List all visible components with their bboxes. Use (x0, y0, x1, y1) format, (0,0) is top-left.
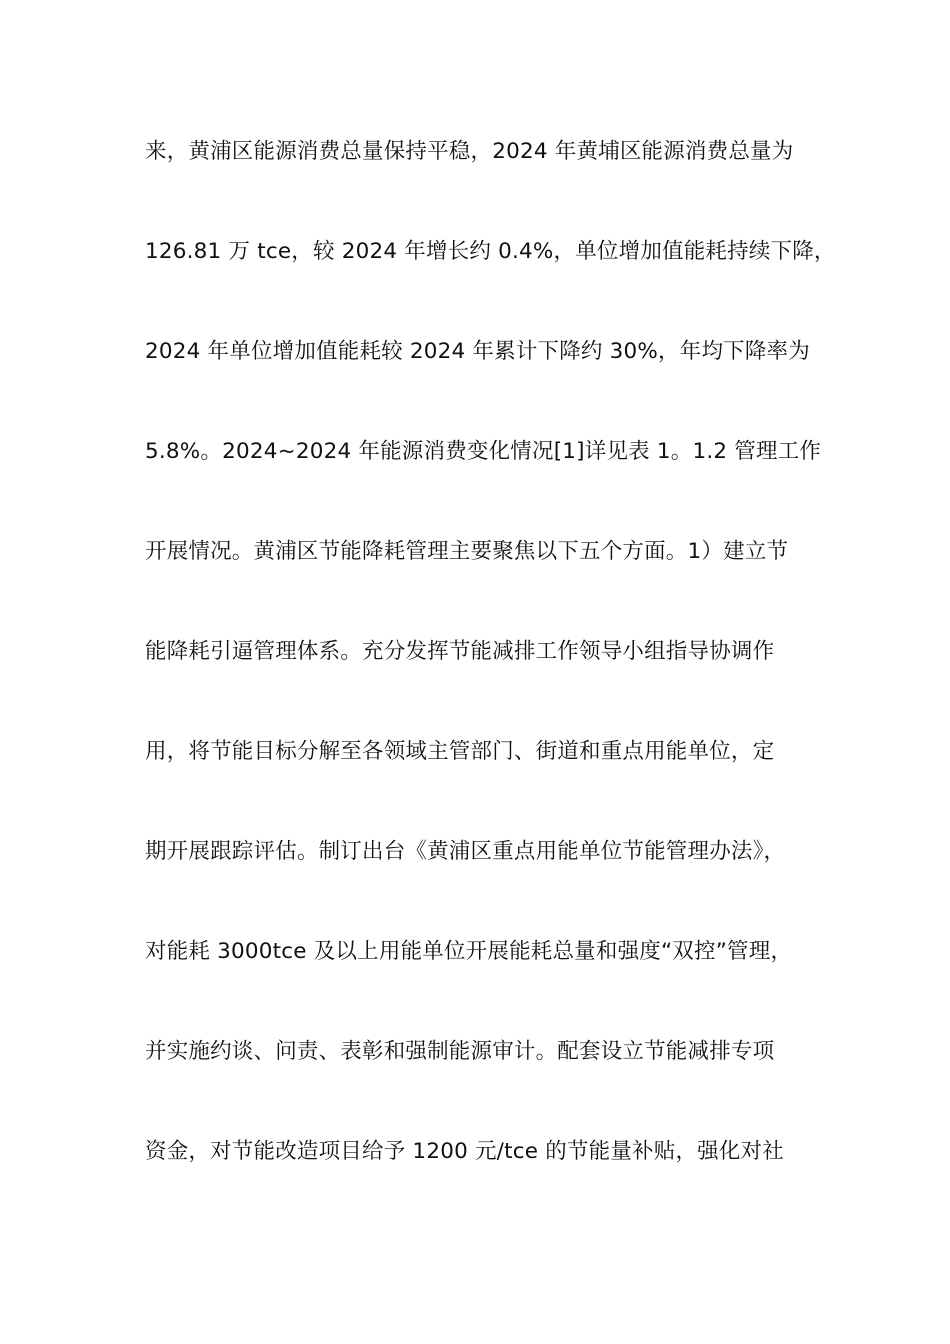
text-line-8: 期开展跟踪评估。制订出台《黄浦区重点用能单位节能管理办法》， (145, 839, 786, 864)
text-line-3: 2024 年单位增加值能耗较 2024 年累计下降约 30%，年均下降率为 (145, 339, 810, 364)
text-line-11: 资金，对节能改造项目给予 1200 元/tce 的节能量补贴，强化对社 (145, 1139, 784, 1164)
text-line-10: 并实施约谈、问责、表彰和强制能源审计。配套设立节能减排专项 (145, 1039, 775, 1064)
text-line-2: 126.81 万 tce，较 2024 年增长约 0.4%，单位增加值能耗持续下降， (145, 239, 836, 264)
body-text (145, 131, 836, 1231)
text-line-5: 开展情况。黄浦区节能降耗管理主要聚焦以下五个方面。1）建立节 (145, 539, 789, 564)
text-line-1: 来，黄浦区能源消费总量保持平稳，2024 年黄埔区能源消费总量为 (145, 139, 794, 164)
text-line-6: 能降耗引逼管理体系。充分发挥节能减排工作领导小组指导协调作 (145, 639, 775, 664)
text-line-9: 对能耗 3000tce 及以上用能单位开展能耗总量和强度“双控”管理， (145, 939, 793, 964)
text-line-4: 5.8%。2024~2024 年能源消费变化情况[1]详见表 1。1.2 管理工作 (145, 439, 822, 464)
text-line-7: 用，将节能目标分解至各领域主管部门、街道和重点用能单位，定 (145, 739, 775, 764)
